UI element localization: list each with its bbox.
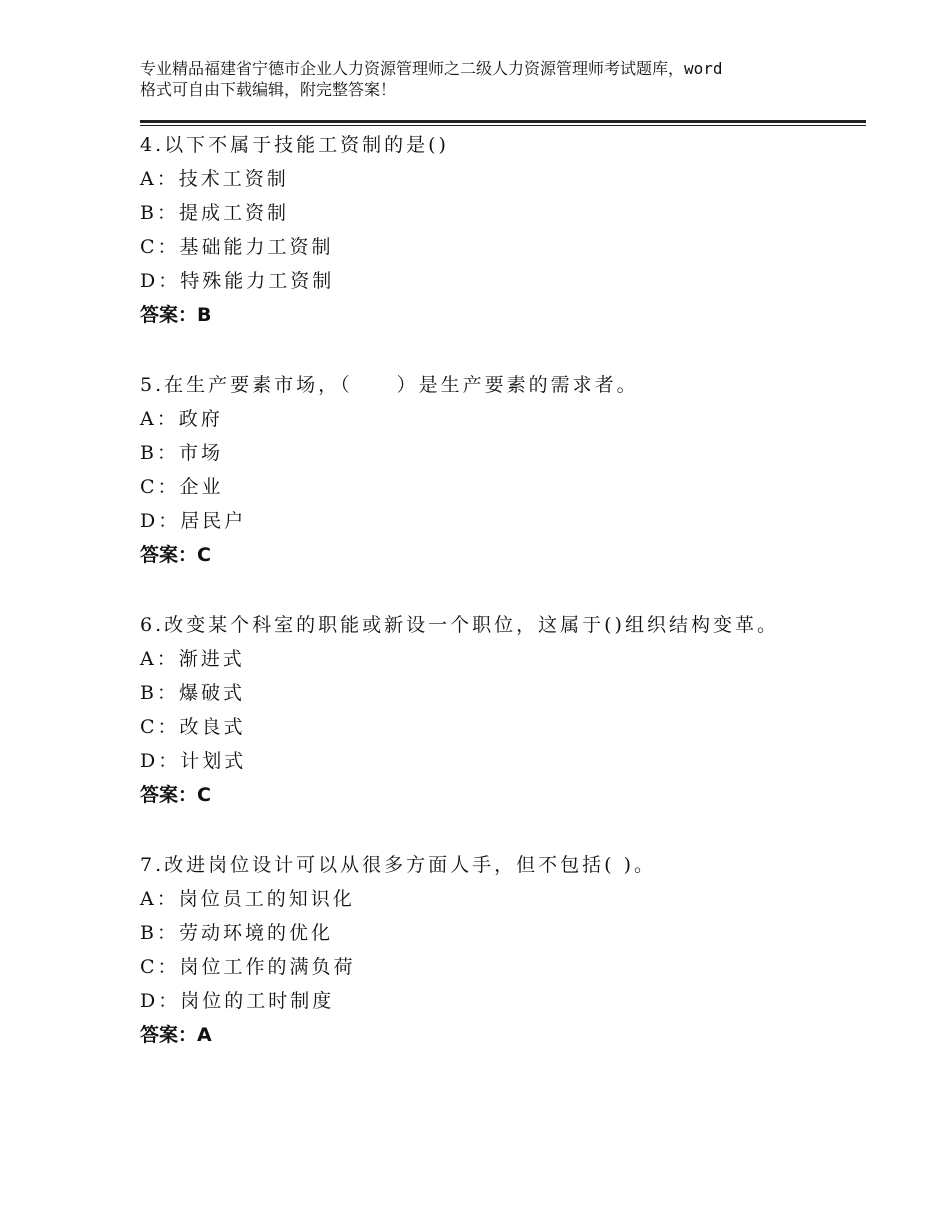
option-d: D：岗位的工时制度 — [140, 990, 335, 1012]
header-line-2: 格式可自由下载编辑，附完整答案！ — [140, 80, 397, 99]
option-a: A：岗位员工的知识化 — [140, 888, 355, 910]
option-c: C：企业 — [140, 476, 224, 498]
answer-label: 答案：A — [140, 1024, 212, 1046]
question-5 — [140, 368, 866, 572]
header-rule-thin — [140, 125, 866, 126]
option-a: A：渐进式 — [140, 648, 245, 670]
question-stem: 7.改进岗位设计可以从很多方面人手，但不包括( )。 — [140, 854, 656, 876]
question-stem: 6.改变某个科室的职能或新设一个职位，这属于()组织结构变革。 — [140, 614, 779, 636]
header-rule-thick — [140, 120, 866, 123]
option-a: A：政府 — [140, 408, 223, 430]
option-d: D：特殊能力工资制 — [140, 270, 335, 292]
question-list — [140, 128, 866, 1088]
option-c: C：岗位工作的满负荷 — [140, 956, 356, 978]
question-stem: 4.以下不属于技能工资制的是() — [140, 134, 449, 156]
option-d: D：计划式 — [140, 750, 247, 772]
question-stem: 5.在生产要素市场，（ ）是生产要素的需求者。 — [140, 374, 639, 396]
option-b: B：市场 — [140, 442, 223, 464]
document-header — [140, 58, 840, 100]
option-b: B：提成工资制 — [140, 202, 289, 224]
option-d: D：居民户 — [140, 510, 247, 532]
option-c: C：改良式 — [140, 716, 246, 738]
answer-label: 答案：B — [140, 304, 212, 326]
question-6 — [140, 608, 866, 812]
answer-label: 答案：C — [140, 544, 211, 566]
question-4 — [140, 128, 866, 332]
option-b: B：劳动环境的优化 — [140, 922, 333, 944]
answer-label: 答案：C — [140, 784, 211, 806]
header-line-1: 专业精品福建省宁德市企业人力资源管理师之二级人力资源管理师考试题库，word — [140, 59, 723, 78]
option-c: C：基础能力工资制 — [140, 236, 334, 258]
question-7 — [140, 848, 866, 1052]
option-b: B：爆破式 — [140, 682, 245, 704]
option-a: A：技术工资制 — [140, 168, 289, 190]
